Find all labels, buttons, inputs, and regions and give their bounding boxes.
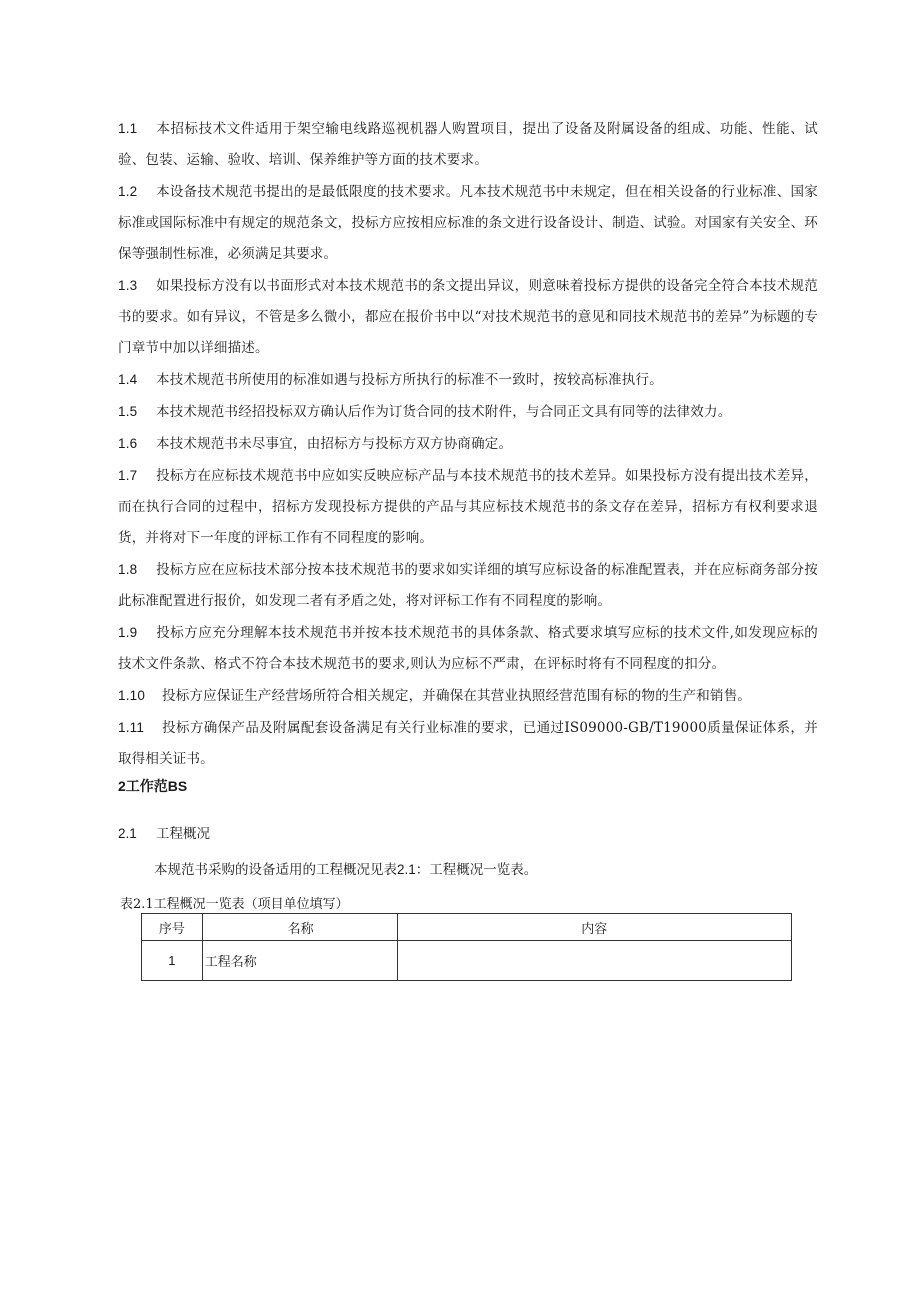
clause-text: 投标方应充分理解本技术规范书并按本技术规范书的具体条款、格式要求填写应标的技术文件,如发现应标的技术文件条款、格式不符合本技术规范书的要求,则认为应标不严肃，在评标时将有不同程度的扣分。: [118, 625, 818, 672]
clause-1-1: [118, 113, 818, 176]
clause-text: 投标方在应标技术规范书中应如实反映应标产品与本技术规范书的技术差异。如果投标方没有提出技术差异，而在执行合同的过程中，招标方发现投标方提供的产品与其应标技术规范书的条文存在差异，招标方有权利要求退货，并将对下一年度的评标工作有不同程度的影响。: [118, 468, 818, 546]
table-caption: 表2.1工程概况一览表（项目单位填写）: [120, 897, 349, 912]
header-name: 名称: [202, 914, 397, 941]
clause-text: 本技术规范书经招投标双方确认后作为订货合同的技术附件，与合同正文具有同等的法律效力。: [156, 404, 732, 420]
clause-number: 1.1: [118, 121, 138, 136]
clause-1-11: [118, 712, 818, 775]
clause-number: 1.3: [118, 278, 138, 293]
subsection-number: 2.1: [118, 826, 137, 841]
clause-number: 1.7: [118, 468, 138, 483]
intro-prefix: 本规范书采购的设备适用的工程概况见表: [154, 862, 397, 878]
clause-1-10: [118, 680, 818, 712]
table-row: [142, 941, 792, 981]
clause-1-6: [118, 428, 818, 460]
cell-content[interactable]: [397, 941, 792, 981]
clause-list: [118, 113, 818, 775]
clause-1-4: [118, 364, 818, 396]
subsection-title: 工程概况: [156, 826, 210, 842]
clause-number: 1.2: [118, 184, 138, 199]
cell-index: 1: [142, 941, 203, 981]
clause-text: 本设备技术规范书提出的是最低限度的技术要求。凡本技术规范书中未规定，但在相关设备的行业标准、国家标准或国际标准中有规定的规范条文，投标方应按相应标准的条文进行设备设计、制造、试验。对国家有关安全、环保等强制性标准，必须满足其要求。: [118, 184, 818, 262]
intro-suffix: ：工程概况一览表。: [415, 862, 538, 878]
intro-paragraph: [154, 858, 537, 878]
clause-text: 投标方确保产品及附属配套设备满足有关行业标准的要求，已通过IS09000-GB/T19000质量保证体系，并取得相关证书。: [118, 720, 818, 767]
clause-number: 1.11: [118, 720, 145, 735]
clause-1-5: [118, 396, 818, 428]
clause-1-7: [118, 460, 818, 554]
clause-1-3: [118, 270, 818, 364]
clause-1-2: [118, 176, 818, 270]
clause-number: 1.4: [118, 372, 138, 387]
clause-text: 如果投标方没有以书面形式对本技术规范书的条文提出异议，则意味着投标方提供的设备完全符合本技术规范书的要求。如有异议，不管是多么微小，都应在报价书中以“对技术规范书的意见和同技术规范书的差异”为标题的专门章节中加以详细描述。: [118, 278, 818, 356]
clause-number: 1.9: [118, 625, 138, 640]
clause-number: 1.8: [118, 562, 138, 577]
clause-number: 1.6: [118, 436, 138, 451]
header-content: 内容: [397, 914, 792, 941]
clause-text: 投标方应保证生产经营场所符合相关规定，并确保在其营业执照经营范围有标的物的生产和销售。: [162, 688, 752, 704]
table-reference: 2.1: [397, 862, 416, 877]
clause-number: 1.5: [118, 404, 138, 419]
table-header-row: [142, 914, 792, 941]
clause-text: 投标方应在应标技术部分按本技术规范书的要求如实详细的填写应标设备的标准配置表，并在应标商务部分按此标准配置进行报价，如发现二者有矛盾之处，将对评标工作有不同程度的影响。: [118, 562, 818, 609]
clause-number: 1.10: [118, 688, 146, 703]
clause-text: 本技术规范书未尽事宜，由招标方与投标方双方协商确定。: [156, 436, 513, 452]
clause-text: 本技术规范书所使用的标准如遇与投标方所执行的标准不一致时，按较高标准执行。: [156, 372, 663, 388]
subsection-heading: [118, 822, 210, 842]
clause-1-8: [118, 554, 818, 617]
project-overview-table: [141, 913, 792, 981]
cell-name: 工程名称: [202, 941, 397, 981]
clause-1-9: [118, 617, 818, 680]
clause-text: 本招标技术文件适用于架空输电线路巡视机器人购置项目，提出了设备及附属设备的组成、功能、性能、试验、包装、运输、验收、培训、保养维护等方面的技术要求。: [118, 121, 818, 168]
section-heading: 2工作范BS: [118, 778, 188, 794]
header-index: 序号: [142, 914, 203, 941]
